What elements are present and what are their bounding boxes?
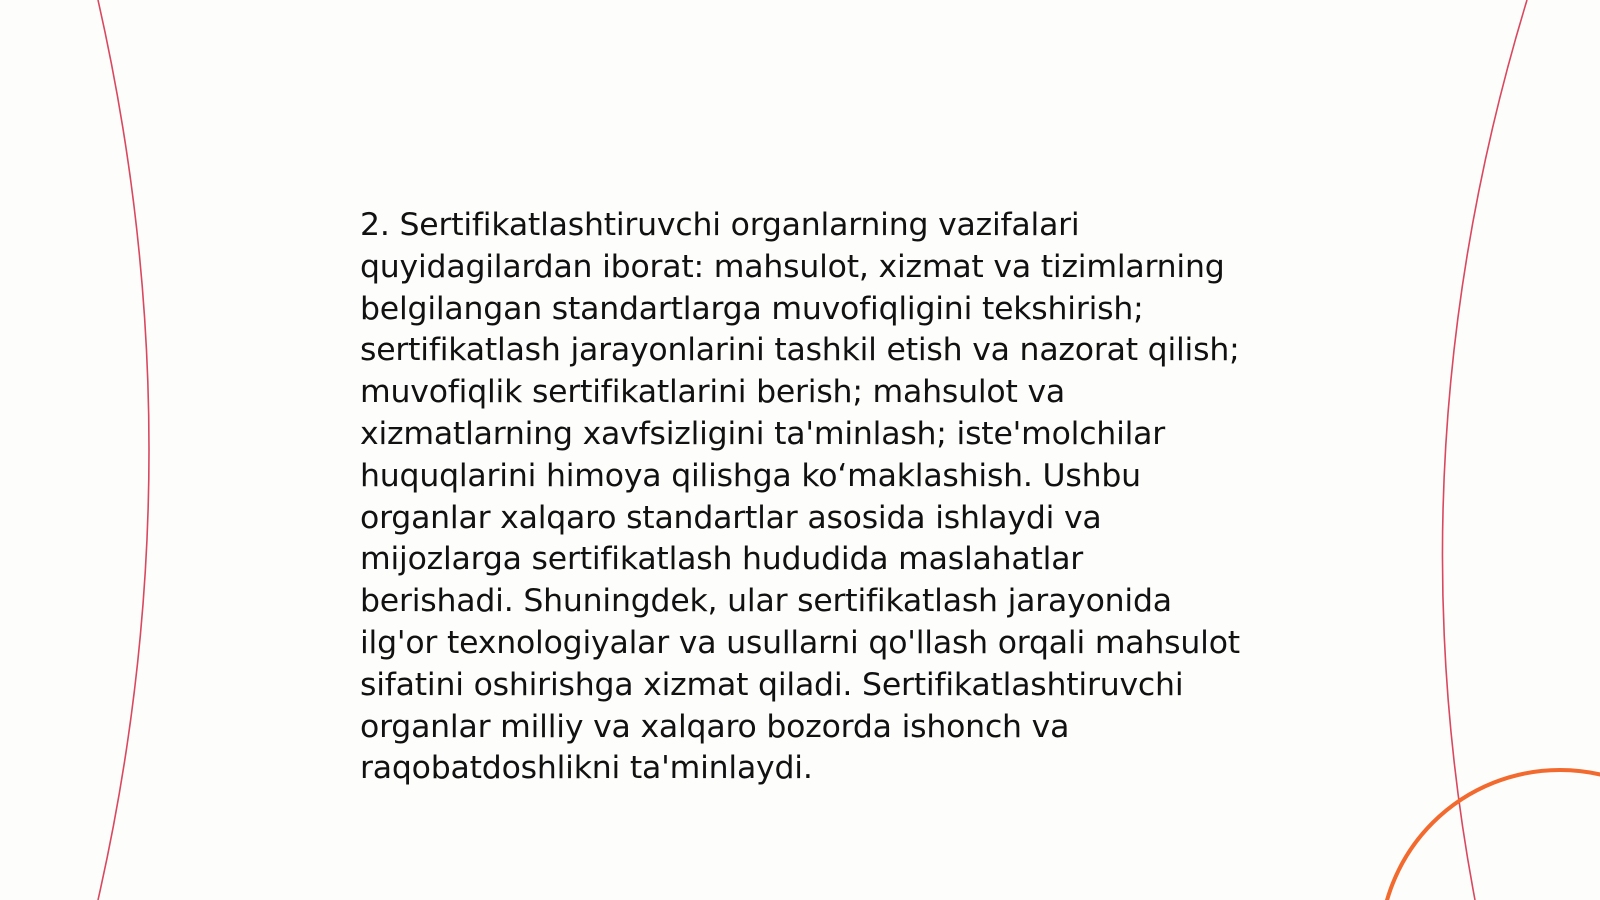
accent-arc [1380, 770, 1600, 900]
slide-paragraph: 2. Sertifikatlashtiruvchi organlarning vazifalari quyidagilardan iborat: mahsulot, xizmat va tizimlarning belgilangan standartlarga muvofiqligini tekshirish; sertifikatlash jarayonlarini tashkil etish va nazorat qilish; muvofiqlik sertifikatlarini berish; mahsulot va xizmatlarning xavfsizligini ta'minlash; iste'molchilar huquqlarini himoya qilishga ko‘maklashish. Ushbu organlar xalqaro standartlar asosida ishlaydi va mijozlarga sertifikatlash hududida maslahatlar berishadi. Shuningdek, ular sertifikatlash jarayonida ilg'or texnologiyalar va usullarni qo'llash orqali mahsulot sifatini oshirishga xizmat qiladi. Sertifikatlashtiruvchi organlar milliy va xalqaro bozorda ishonch va raqobatdoshlikni ta'minlaydi. [360, 207, 1240, 787]
left-curve-line [98, 0, 149, 900]
right-curve-line [1442, 0, 1527, 900]
